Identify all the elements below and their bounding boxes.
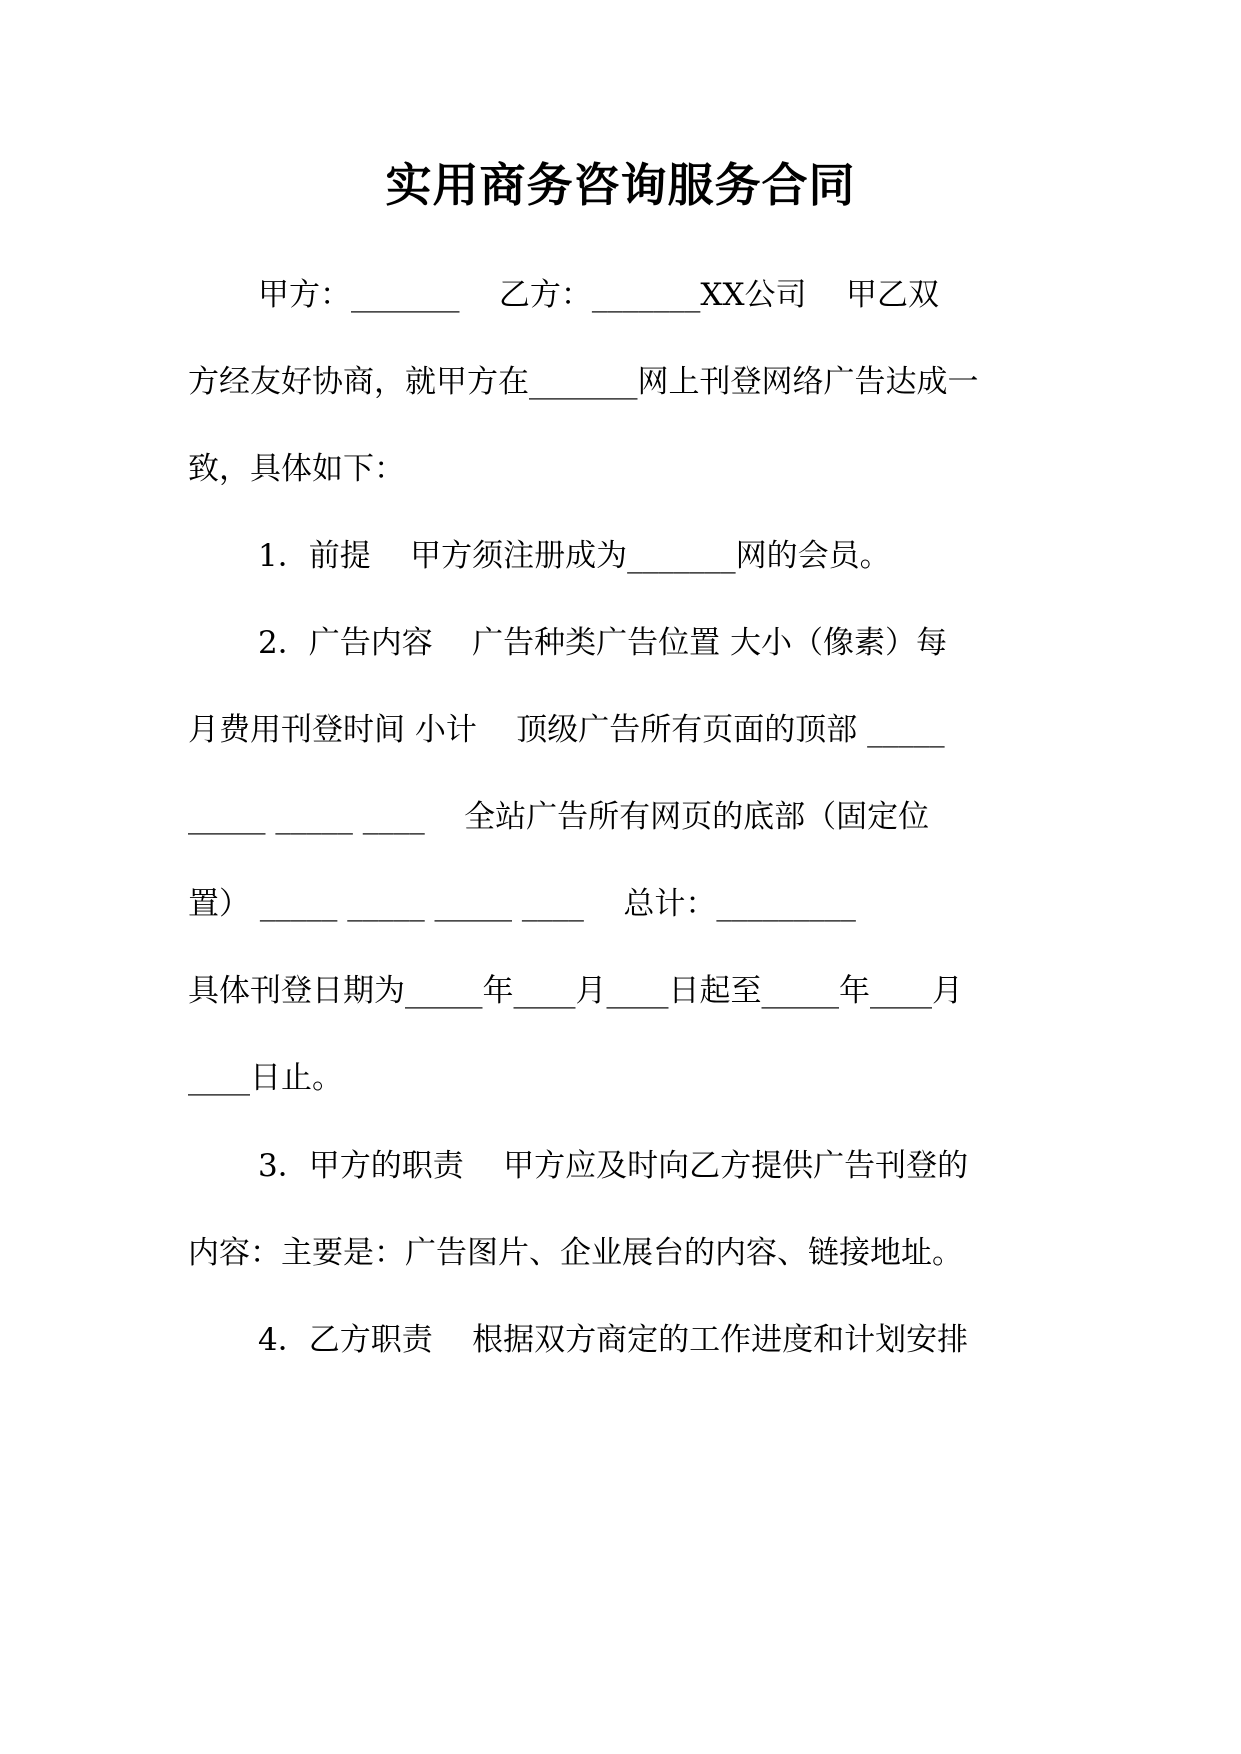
paragraph-parties-line-3: 致，具体如下： [188,451,405,487]
clause-2-ad-content-line-2: 月费用刊登时间 小计 顶级广告所有页面的顶部 _____ [188,712,945,748]
clause-2-ad-content-line-3: _____ _____ ____ 全站广告所有网页的底部（固定位 [188,799,930,835]
clause-2-ad-content-line-4: 置） _____ _____ _____ ____ 总计：_________ [188,886,856,922]
clause-2-dates-line-1: 具体刊登日期为_____年____月____日起至_____年____月 [188,973,963,1009]
paragraph-parties-line-2: 方经友好协商，就甲方在_______网上刊登网络广告达成一 [188,364,979,400]
clause-2-dates-line-2: ____日止。 [188,1060,343,1096]
clause-3-party-a-duties-line-1: 3．甲方的职责 甲方应及时向乙方提供广告刊登的 [258,1148,969,1184]
clause-1-premise: 1．前提 甲方须注册成为_______网的会员。 [258,538,891,574]
clause-4-party-b-duties-line-1: 4．乙方职责 根据双方商定的工作进度和计划安排 [258,1322,969,1358]
clause-3-party-a-duties-line-2: 内容：主要是：广告图片、企业展台的内容、链接地址。 [188,1235,963,1271]
paragraph-parties-line-1: 甲方：_______ 乙方：_______XX公司 甲乙双 [258,277,939,313]
clause-2-ad-content-line-1: 2．广告内容 广告种类广告位置 大小（像素）每 [258,625,947,661]
document-title: 实用商务咨询服务合同 [385,158,856,212]
